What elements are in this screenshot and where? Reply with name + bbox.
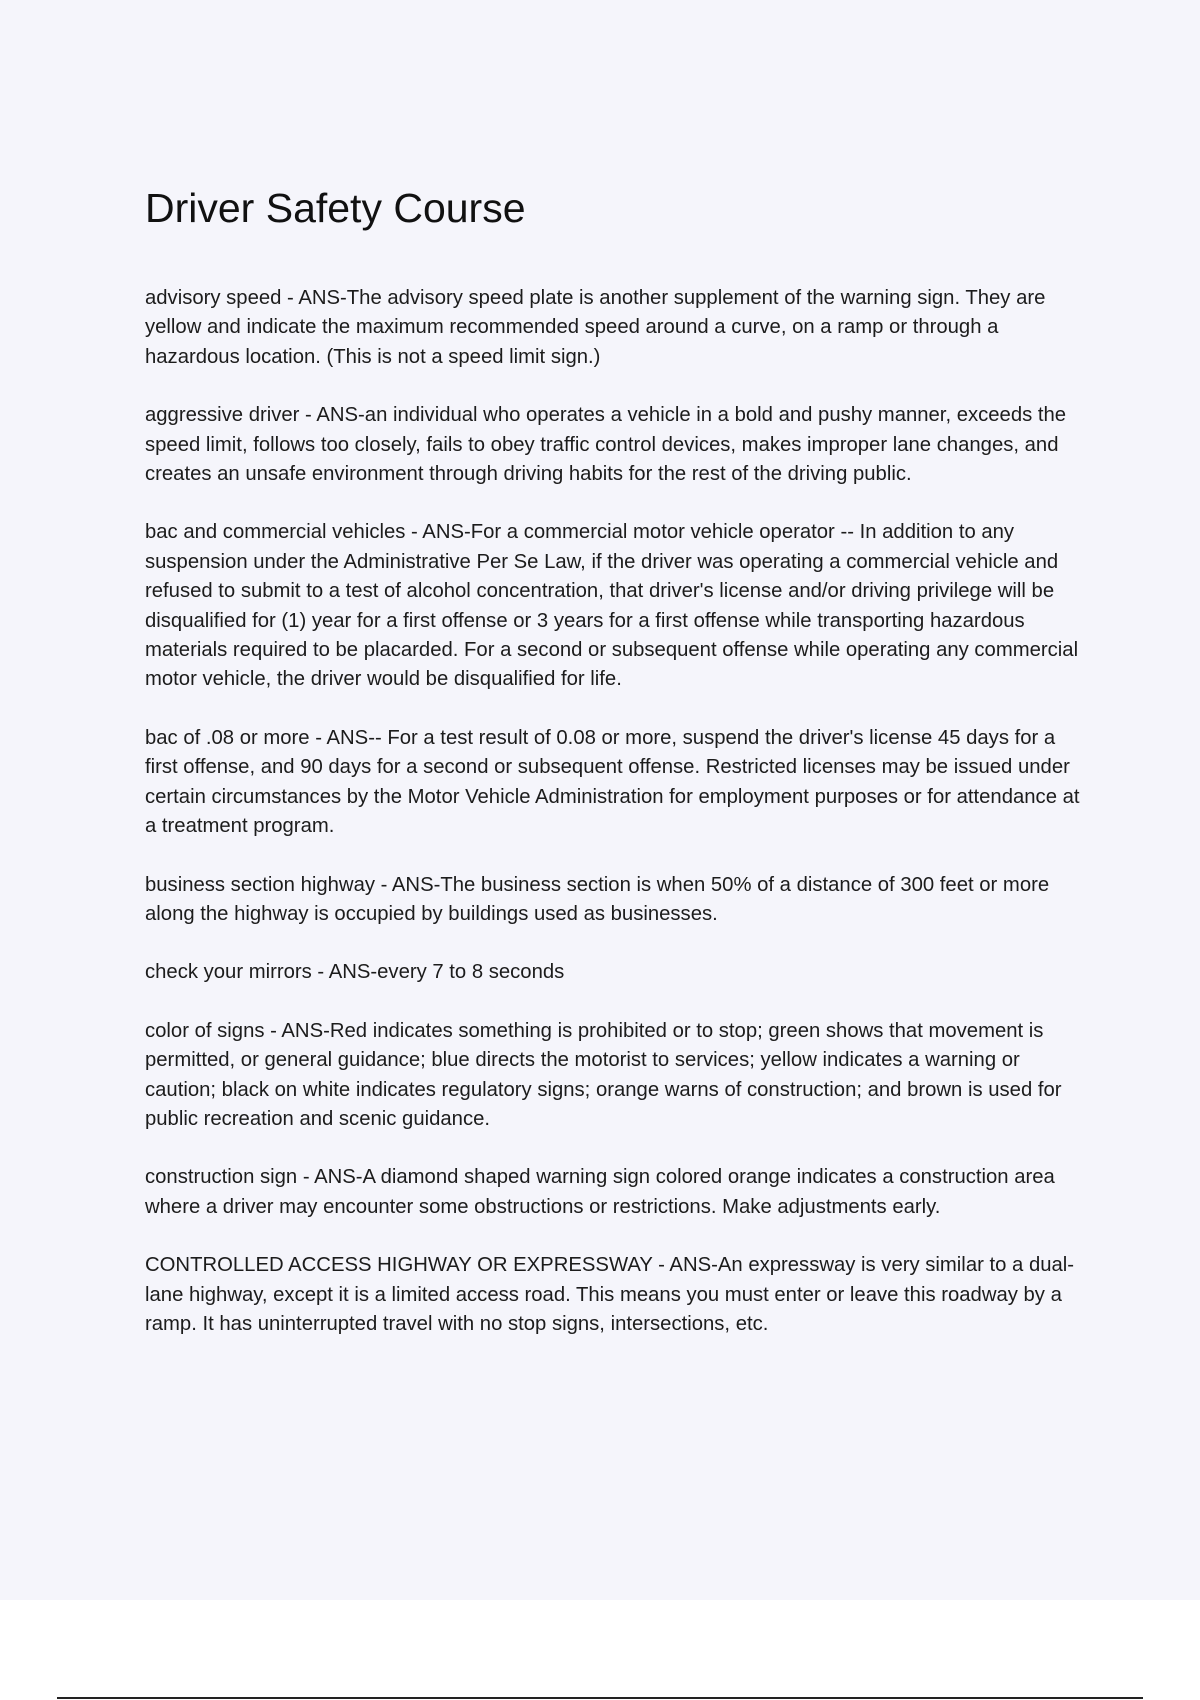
entry-bac-08-or-more: bac of .08 or more - ANS-- For a test result of 0.08 or more, suspend the driver's license 45 days for a first offense, and 90 days for a second or subsequent offense. Restricted licenses may be issued under certain circumstances by the Motor Vehicle Administration for employment purposes or for attendance at a treatment program. xyxy=(145,726,1080,838)
footer-divider xyxy=(57,1697,1143,1699)
entry-business-section-highway: business section highway - ANS-The business section is when 50% of a distance of 300 feet or more along the highway is occupied by buildings used as businesses. xyxy=(145,873,1050,925)
entry-controlled-access-highway: CONTROLLED ACCESS HIGHWAY OR EXPRESSWAY - ANS-An expressway is very similar to a dual-lane highway, except it is a limited access road. This means you must enter or leave this roadway by a ramp. It has uninterrupted travel with no stop signs, intersections, etc. xyxy=(145,1254,1075,1335)
entry-color-of-signs: color of signs - ANS-Red indicates something is prohibited or to stop; green shows that movement is permitted, or general guidance; blue directs the motorist to services; yellow indicates a warning or caution; black on white indicates regulatory signs; orange warns of construction; and brown is used for public recreation and scenic guidance. xyxy=(145,1019,1062,1130)
entry-check-your-mirrors: check your mirrors - ANS-every 7 to 8 seconds xyxy=(145,961,565,984)
document-title: Driver Safety Course xyxy=(145,185,526,231)
entry-bac-commercial-vehicles: bac and commercial vehicles - ANS-For a commercial motor vehicle operator -- In addition to any suspension under the Administrative Per Se Law, if the driver was operating a commercial vehicle and refused to submit to a test of alcohol concentration, that driver's license and/or driving privilege will be disqualified for (1) year for a first offense or 3 years for a first offense while transporting hazardous materials required to be placarded. For a second or subsequent offense while operating any commercial motor vehicle, the driver would be disqualified for life. xyxy=(145,521,1079,691)
entry-construction-sign: construction sign - ANS-A diamond shaped warning sign colored orange indicates a construction area where a driver may encounter some obstructions or restrictions. Make adjustments early. xyxy=(145,1166,1055,1218)
entry-advisory-speed: advisory speed - ANS-The advisory speed plate is another supplement of the warning sign. They are yellow and indicate the maximum recommended speed around a curve, on a ramp or through a hazardous location. (This is not a speed limit sign.) xyxy=(145,287,1046,368)
document-content xyxy=(145,180,1090,1368)
entry-aggressive-driver: aggressive driver - ANS-an individual who operates a vehicle in a bold and pushy manner, exceeds the speed limit, follows too closely, fails to obey traffic control devices, makes improper lane changes, and creates an unsafe environment through driving habits for the rest of the driving public. xyxy=(145,404,1067,486)
